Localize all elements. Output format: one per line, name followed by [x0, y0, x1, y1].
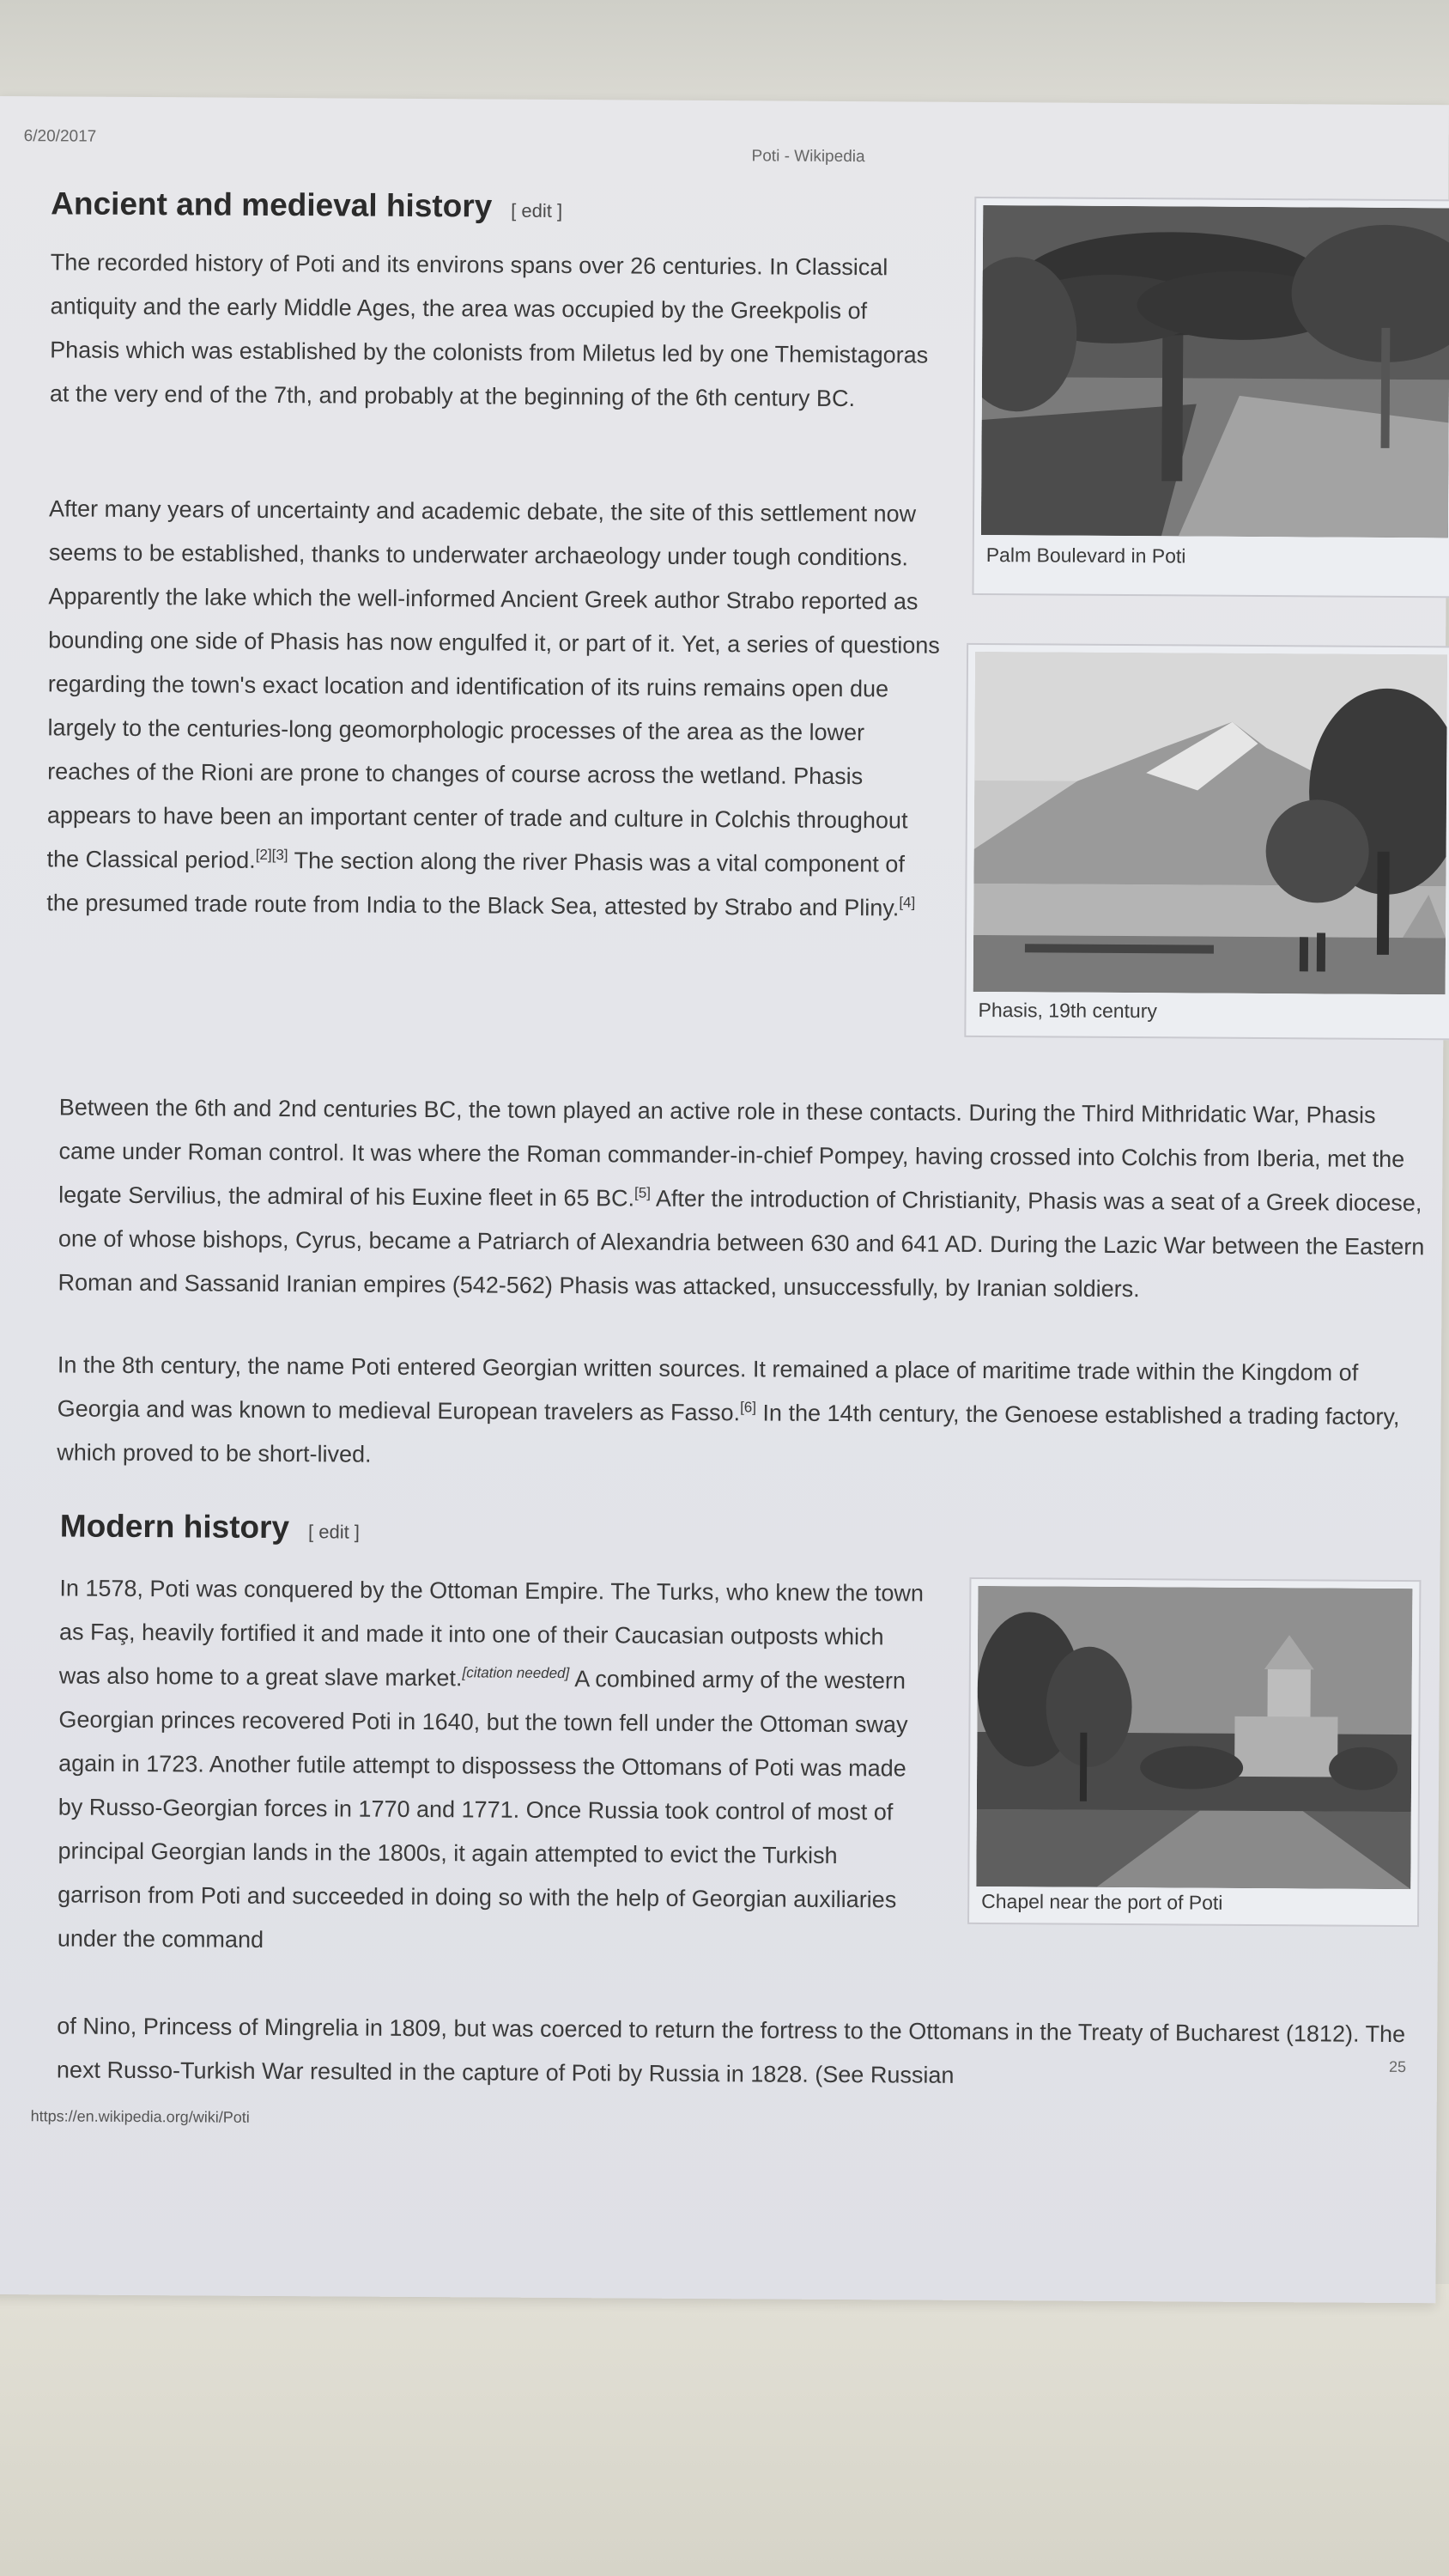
- paragraph-5-continued: of Nino, Princess of Mingrelia in 1809, but was coerced to return the fortress to the Ottomans in the Treaty of Bucharest (1812). The next Russo-Turkish War resulted in the capture of Poti by Russia in 1828. (See Russian: [56, 2013, 1406, 2088]
- citation-needed[interactable]: [citation needed]: [462, 1664, 570, 1682]
- palm-boulevard-photo: [981, 205, 1449, 538]
- paragraph-4-text-a: In the 8th century, the name Poti entered Georgian written sources. It remained a place of maritime trade within the Kingdom of Georgia and was known to medieval European travelers as Fasso.: [57, 1352, 1359, 1426]
- citation-6[interactable]: [6]: [740, 1399, 757, 1416]
- paragraph-5-text-a: In 1578, Poti was conquered by the Ottoman Empire. The Turks, who knew the town as Faş, heavily fortified it and made it into one of their Caucasian outposts which was also home to a great slave market.: [58, 1575, 925, 1692]
- edit-link-modern[interactable]: [ edit ]: [307, 1521, 361, 1543]
- phasis-engraving: [973, 652, 1447, 994]
- citation-2-3[interactable]: [2][3]: [255, 846, 288, 864]
- figure-caption-chapel: Chapel near the port of Poti: [981, 1890, 1223, 1914]
- paragraph-5: [58, 1566, 927, 1965]
- paragraph-2-text-b: The section along the river Phasis was a vital component of the presumed trade route from India to the Black Sea, attested by Strabo and Pliny.: [46, 848, 905, 921]
- print-title: Poti - Wikipedia: [751, 147, 865, 167]
- footer-url[interactable]: https://en.wikipedia.org/wiki/Poti: [30, 2107, 250, 2126]
- backdrop-bottom: [0, 2284, 1449, 2576]
- paragraph-3-text-b: After the introduction of Christianity, Phasis was a seat of a Greek diocese, one of whose bishops, Cyrus, became a Patriarch of Alexandria between 630 and 641 AD. During the Lazic War between the Eastern Roman and Sassanid Iranian empires (542-562) Phasis was attacked, unsuccessfully, by Iranian soldiers.: [58, 1185, 1425, 1303]
- figure-palm-boulevard: [972, 197, 1449, 598]
- figure-chapel: [967, 1577, 1421, 1927]
- section-heading-ancient: [51, 185, 562, 225]
- paragraph-3: [58, 1085, 1433, 1313]
- chapel-photo: [976, 1586, 1412, 1889]
- section-heading-modern: [60, 1508, 360, 1546]
- printed-page: [0, 96, 1449, 2303]
- citation-5[interactable]: [5]: [634, 1184, 652, 1201]
- paragraph-3-text-a: Between the 6th and 2nd centuries BC, the town played an active role in these contacts. During the Third Mithridatic War, Phasis came under Roman control. It was where the Roman commander-in-chief Pompey, having crossed into Colchis from Iberia, met the legate Servilius, the admiral of his Euxine fleet in 65 BC.: [58, 1094, 1405, 1212]
- section-heading-modern-text: Modern history: [59, 1508, 290, 1546]
- paragraph-2-text-a: After many years of uncertainty and academic debate, the site of this settlement now seems to be established, thanks to underwater archaeology under tough conditions. Apparently the lake which the well-informed Ancient Greek author Strabo reported as bounding one side of Phasis has now engulfed it, or part of it. Yet, a series of questions regarding the town's exact location and identification of its ruins remains open due largely to the centuries-long geomorphologic processes of the area as the lower reaches of the Rioni are prone to changes of course across the wetland. Phasis appears to have been an important center of trade and culture in Colchis throughout the Classical period.: [46, 495, 940, 873]
- print-date: 6/20/2017: [23, 127, 97, 146]
- paragraph-5-text-b: A combined army of the western Georgian princes recovered Poti in 1640, but the town fell under the Ottoman sway again in 1723. Another futile attempt to dispossess the Ottomans of Poti was made by Russo-Georgian forces in 1770 and 1771. Once Russia took control of most of principal Georgian lands in the 1800s, it again attempted to evict the Turkish garrison from Poti and succeeded in doing so with the help of Georgian auxiliaries under the command: [57, 1666, 908, 1953]
- page-number: 25: [1388, 2057, 1407, 2076]
- edit-link-ancient[interactable]: [ edit ]: [511, 199, 563, 222]
- figure-caption-phasis: Phasis, 19th century: [978, 998, 1158, 1023]
- paragraph-4: [57, 1343, 1431, 1483]
- paragraph-2: [46, 487, 942, 930]
- paragraph-1: The recorded history of Poti and its environs spans over 26 centuries. In Classical antiquity and the early Middle Ages, the area was occupied by the Greekpolis of Phasis which was established by the colonists from Miletus led by one Themistagoras at the very end of the 7th, and probably at the beginning of the 6th century BC.: [49, 249, 929, 412]
- figure-phasis: [964, 643, 1449, 1040]
- backdrop-top: [0, 0, 1449, 103]
- citation-4[interactable]: [4]: [899, 894, 916, 911]
- paragraph-4-text-b: In the 14th century, the Genoese established a trading factory, which proved to be short-lived.: [57, 1400, 1400, 1467]
- section-heading-ancient-text: Ancient and medieval history: [51, 185, 493, 224]
- figure-caption-palm-boulevard: Palm Boulevard in Poti: [985, 544, 1186, 568]
